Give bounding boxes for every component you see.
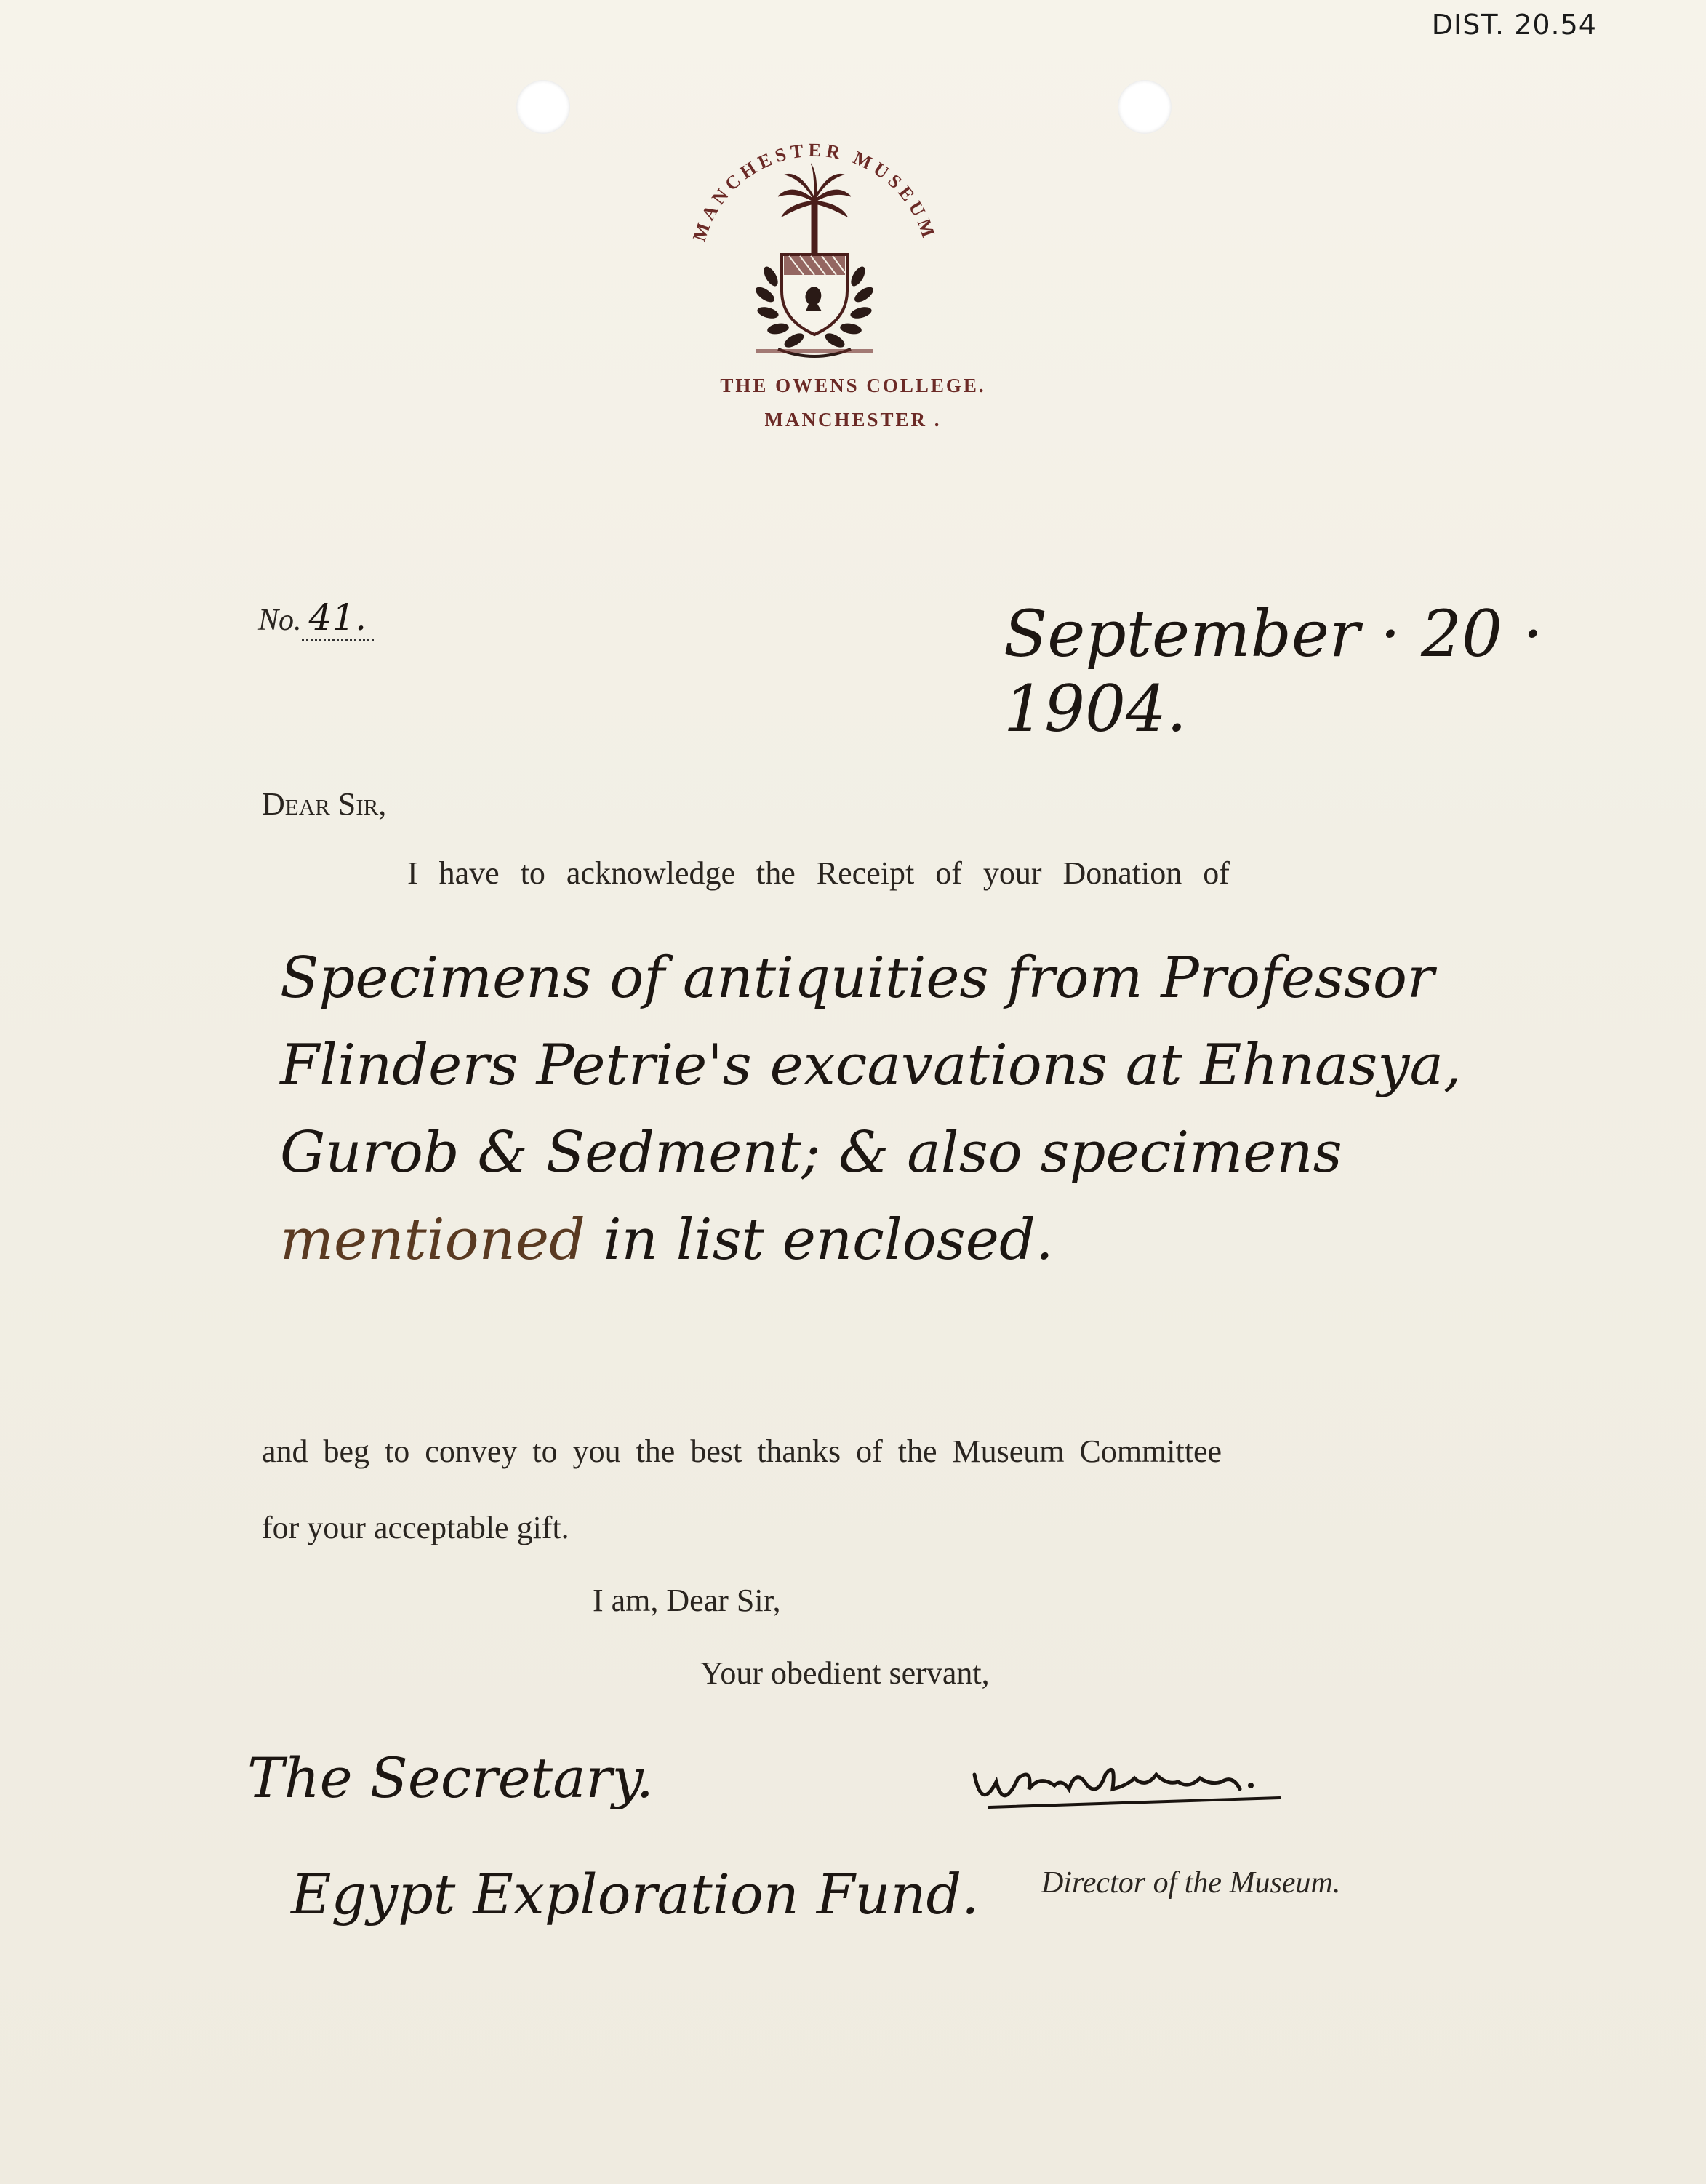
letter-date: September · 20 · 1904. [1004, 596, 1543, 746]
donation-line-3: Gurob & Sedment; & also specimens [280, 1120, 1342, 1185]
acknowledgement-text: I have to acknowledge the Receipt of your Donation of [407, 855, 1230, 891]
donation-line-1: Specimens of antiquities from Professor [280, 945, 1435, 1011]
punch-hole-right [1118, 80, 1172, 134]
closing-line-2: Your obedient servant, [700, 1655, 990, 1691]
donation-line-4: mentioned in list enclosed. [280, 1207, 1054, 1273]
number-prefix: No. [258, 604, 302, 637]
museum-name-arc: MANCHESTER MUSEUM [688, 139, 941, 244]
salutation: Dear Sir, [262, 786, 387, 822]
director-signature [960, 1745, 1294, 1825]
college-city: MANCHESTER . [764, 409, 942, 431]
closing-line-1: I am, Dear Sir, [593, 1583, 781, 1618]
addressee-line-2: Egypt Exploration Fund. [291, 1862, 980, 1927]
signatory-title: Director of the Museum. [1041, 1866, 1341, 1900]
archive-reference: DIST. 20.54 [1431, 9, 1597, 41]
thanks-line-1: and beg to convey to you the best thanks of the Museum Committee [262, 1433, 1222, 1469]
punch-hole-left [516, 80, 570, 134]
letter-number [258, 596, 374, 639]
college-name: THE OWENS COLLEGE. [720, 375, 986, 396]
thanks-line-2: for your acceptable gift. [262, 1510, 569, 1545]
donation-line-2: Flinders Petrie's excavations at Ehnasya, [280, 1033, 1462, 1098]
museum-crest-logo [669, 131, 960, 371]
addressee-line-1: The Secretary. [247, 1745, 654, 1810]
number-value: 41. [302, 596, 375, 641]
